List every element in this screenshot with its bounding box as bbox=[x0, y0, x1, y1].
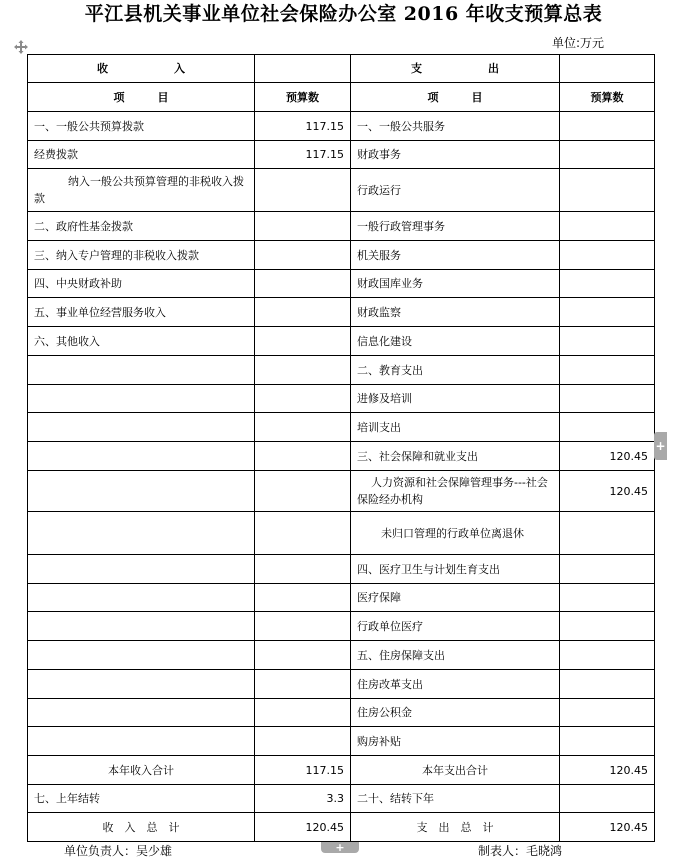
expense-item: 医疗保障 bbox=[351, 584, 560, 612]
expense-value bbox=[560, 298, 655, 327]
table-row bbox=[28, 756, 655, 785]
table-row bbox=[28, 141, 655, 169]
expense-value bbox=[560, 670, 655, 699]
expense-item: 未归口管理的行政单位离退休 bbox=[351, 512, 560, 555]
income-item: 纳入一般公共预算管理的非税收入拨款 bbox=[28, 169, 255, 212]
income-value bbox=[255, 298, 351, 327]
income-value bbox=[255, 356, 351, 385]
table-row bbox=[28, 699, 655, 727]
expense-value bbox=[560, 612, 655, 641]
expense-grand-total-item: 支 出 总 计 bbox=[351, 813, 560, 842]
table-row bbox=[28, 512, 655, 555]
income-item bbox=[28, 699, 255, 727]
expense-item: 一般行政管理事务 bbox=[351, 212, 560, 241]
table-row bbox=[28, 385, 655, 413]
expense-item: 五、住房保障支出 bbox=[351, 641, 560, 670]
income-item: 二、政府性基金拨款 bbox=[28, 212, 255, 241]
table-row bbox=[28, 298, 655, 327]
table-row bbox=[28, 241, 655, 270]
income-item bbox=[28, 512, 255, 555]
income-value bbox=[255, 699, 351, 727]
income-item bbox=[28, 584, 255, 612]
page-title: 平江县机关事业单位社会保险办公室 2016 年收支预算总表 bbox=[84, 3, 603, 25]
expense-value bbox=[560, 141, 655, 169]
expense-value bbox=[560, 555, 655, 584]
income-item: 经费拨款 bbox=[28, 141, 255, 169]
expense-item: 二、教育支出 bbox=[351, 356, 560, 385]
income-value bbox=[255, 670, 351, 699]
income-item bbox=[28, 612, 255, 641]
expense-value bbox=[560, 385, 655, 413]
expense-item: 财政国库业务 bbox=[351, 270, 560, 298]
expense-item: 行政单位医疗 bbox=[351, 612, 560, 641]
table-row bbox=[28, 612, 655, 641]
unit-leader-label: 单位负责人：吴少雄 bbox=[64, 844, 173, 858]
income-value: 117.15 bbox=[255, 141, 351, 169]
table-row bbox=[28, 112, 655, 141]
income-grand-total-item: 收 入 总 计 bbox=[28, 813, 255, 842]
income-item: 三、纳入专户管理的非税收入拨款 bbox=[28, 241, 255, 270]
income-total-item: 本年收入合计 bbox=[28, 756, 255, 785]
expense-item: 财政事务 bbox=[351, 141, 560, 169]
expense-value bbox=[560, 584, 655, 612]
table-row bbox=[28, 270, 655, 298]
expense-value bbox=[560, 112, 655, 141]
income-value bbox=[255, 641, 351, 670]
income-value: 117.15 bbox=[255, 112, 351, 141]
income-value bbox=[255, 413, 351, 442]
expense-item-header: 项 目 bbox=[351, 83, 560, 112]
income-value bbox=[255, 169, 351, 212]
unit-label: 单位:万元 bbox=[552, 36, 605, 50]
income-item bbox=[28, 641, 255, 670]
income-item bbox=[28, 413, 255, 442]
expense-item: 财政监察 bbox=[351, 298, 560, 327]
income-total-value: 117.15 bbox=[255, 756, 351, 785]
move-handle-icon[interactable] bbox=[14, 40, 28, 54]
income-budget-header: 预算数 bbox=[255, 83, 351, 112]
table-row bbox=[28, 442, 655, 471]
expense-grand-total-value: 120.45 bbox=[560, 813, 655, 842]
income-value bbox=[255, 612, 351, 641]
expense-item: 四、医疗卫生与计划生育支出 bbox=[351, 555, 560, 584]
expense-item: 一、一般公共服务 bbox=[351, 112, 560, 141]
income-header: 收 入 bbox=[28, 55, 255, 83]
table-row bbox=[28, 413, 655, 442]
expense-value bbox=[560, 212, 655, 241]
income-item bbox=[28, 555, 255, 584]
expense-header: 支 出 bbox=[351, 55, 560, 83]
income-value bbox=[255, 327, 351, 356]
expense-total-value: 120.45 bbox=[560, 756, 655, 785]
expense-value bbox=[560, 413, 655, 442]
budget-table bbox=[27, 54, 655, 842]
expense-item: 信息化建设 bbox=[351, 327, 560, 356]
income-value bbox=[255, 727, 351, 756]
side-expand-icon[interactable]: + bbox=[654, 432, 667, 460]
expense-value bbox=[560, 270, 655, 298]
preparer-label: 制表人：毛晓鸿 bbox=[478, 844, 563, 858]
table-row bbox=[28, 471, 655, 512]
expense-budget-header: 预算数 bbox=[560, 83, 655, 112]
expense-total-item: 本年支出合计 bbox=[351, 756, 560, 785]
income-grand-total-value: 120.45 bbox=[255, 813, 351, 842]
table-header-row bbox=[28, 55, 655, 83]
expense-value bbox=[560, 169, 655, 212]
expense-item: 购房补贴 bbox=[351, 727, 560, 756]
expense-item: 机关服务 bbox=[351, 241, 560, 270]
table-row bbox=[28, 641, 655, 670]
table-row bbox=[28, 813, 655, 842]
expense-value bbox=[560, 699, 655, 727]
table-row bbox=[28, 212, 655, 241]
expense-item: 二十、结转下年 bbox=[351, 785, 560, 813]
income-value bbox=[255, 442, 351, 471]
income-value bbox=[255, 471, 351, 512]
expense-item: 住房改革支出 bbox=[351, 670, 560, 699]
income-item: 七、上年结转 bbox=[28, 785, 255, 813]
expense-item: 行政运行 bbox=[351, 169, 560, 212]
income-value: 3.3 bbox=[255, 785, 351, 813]
income-item bbox=[28, 385, 255, 413]
expense-item: 住房公积金 bbox=[351, 699, 560, 727]
income-value bbox=[255, 212, 351, 241]
income-item bbox=[28, 727, 255, 756]
income-item: 五、事业单位经营服务收入 bbox=[28, 298, 255, 327]
income-value bbox=[255, 512, 351, 555]
expense-value bbox=[560, 785, 655, 813]
expense-value bbox=[560, 727, 655, 756]
income-item: 四、中央财政补助 bbox=[28, 270, 255, 298]
bottom-expand-icon[interactable]: + bbox=[321, 842, 359, 853]
expense-item: 三、社会保障和就业支出 bbox=[351, 442, 560, 471]
expense-item: 进修及培训 bbox=[351, 385, 560, 413]
expense-value bbox=[560, 512, 655, 555]
expense-value: 120.45 bbox=[560, 471, 655, 512]
income-value bbox=[255, 270, 351, 298]
table-row bbox=[28, 785, 655, 813]
income-value bbox=[255, 584, 351, 612]
income-value bbox=[255, 241, 351, 270]
table-row bbox=[28, 727, 655, 756]
income-item: 六、其他收入 bbox=[28, 327, 255, 356]
income-item bbox=[28, 471, 255, 512]
expense-value bbox=[560, 641, 655, 670]
expense-item: 培训支出 bbox=[351, 413, 560, 442]
table-row bbox=[28, 584, 655, 612]
table-subheader-row bbox=[28, 83, 655, 112]
table-row bbox=[28, 327, 655, 356]
income-item bbox=[28, 442, 255, 471]
income-item-header: 项 目 bbox=[28, 83, 255, 112]
income-value bbox=[255, 385, 351, 413]
income-item: 一、一般公共预算拨款 bbox=[28, 112, 255, 141]
expense-value bbox=[560, 356, 655, 385]
expense-value bbox=[560, 241, 655, 270]
table-row bbox=[28, 555, 655, 584]
table-row bbox=[28, 670, 655, 699]
income-item bbox=[28, 670, 255, 699]
expense-value: 120.45 bbox=[560, 442, 655, 471]
income-value bbox=[255, 555, 351, 584]
table-row bbox=[28, 356, 655, 385]
expense-value bbox=[560, 327, 655, 356]
table-row bbox=[28, 169, 655, 212]
income-item bbox=[28, 356, 255, 385]
expense-item: 人力资源和社会保障管理事务---社会保险经办机构 bbox=[351, 471, 560, 512]
